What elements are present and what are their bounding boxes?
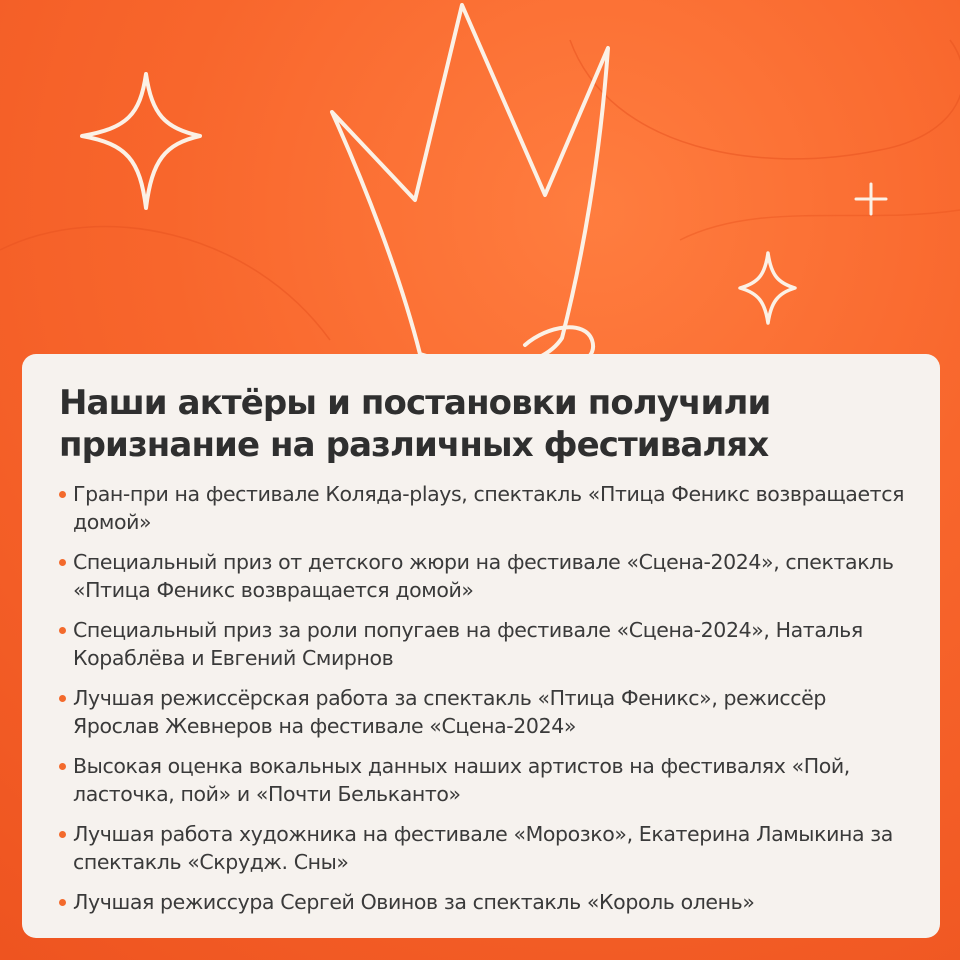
award-text: Лучшая режиссура Сергей Овинов за спектакль «Король олень» xyxy=(73,890,755,914)
award-item xyxy=(59,752,910,808)
award-text: Высокая оценка вокальных данных наших артистов на фестивалях «Пой, ласточка, пой» и «Почти Бельканто» xyxy=(73,754,850,806)
bullet-dot-icon xyxy=(59,559,66,566)
award-item xyxy=(59,820,910,876)
awards-list xyxy=(59,480,910,916)
award-text: Специальный приз от детского жюри на фестивале «Сцена-2024», спектакль «Птица Феникс возвращается домой» xyxy=(73,550,894,602)
crown-outline-icon xyxy=(332,5,608,369)
bullet-dot-icon xyxy=(59,831,66,838)
award-text: Лучшая режиссёрская работа за спектакль «Птица Феникс», режиссёр Ярослав Жевнеров на фестивале «Сцена-2024» xyxy=(73,686,826,738)
background-swirl-line xyxy=(680,210,960,240)
awards-card xyxy=(22,354,940,938)
award-text: Гран-при на фестивале Коляда-plays, спектакль «Птица Феникс возвращается домой» xyxy=(73,482,905,534)
bullet-dot-icon xyxy=(59,763,66,770)
bullet-dot-icon xyxy=(59,695,66,702)
background-swirl-line xyxy=(570,40,960,159)
bullet-dot-icon xyxy=(59,899,66,906)
plus-sparkle-icon xyxy=(856,184,886,214)
award-item xyxy=(59,888,910,916)
bullet-dot-icon xyxy=(59,491,66,498)
bullet-dot-icon xyxy=(59,627,66,634)
card-title: Наши актёры и постановки получили признание на различных фестивалях xyxy=(59,383,771,465)
award-item xyxy=(59,548,910,604)
award-item xyxy=(59,616,910,672)
award-item xyxy=(59,480,910,536)
background-swirl-line xyxy=(0,227,330,340)
award-text: Лучшая работа художника на фестивале «Морозко», Екатерина Ламыкина за спектакль «Скрудж. Сны» xyxy=(73,822,893,874)
award-item xyxy=(59,684,910,740)
sparkle-small-icon xyxy=(740,253,795,323)
award-text: Специальный приз за роли попугаев на фестивале «Сцена-2024», Наталья Кораблёва и Евгений Смирнов xyxy=(73,618,863,670)
sparkle-large-icon xyxy=(82,74,200,208)
